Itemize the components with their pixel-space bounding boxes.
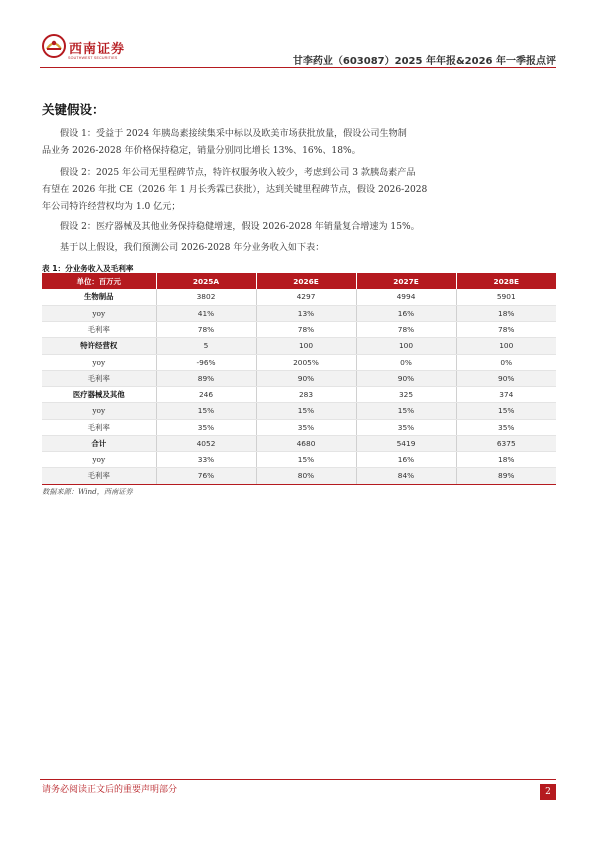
- table-cell: 283: [256, 387, 356, 403]
- column-header: 2025A: [156, 273, 256, 289]
- paragraph-line: 假设 2：2025 年公司无里程碑节点，特许权服务收入较少，考虑到公司 3 款胰岛素产品: [60, 168, 416, 178]
- footer-divider: [40, 779, 556, 780]
- table-row: [42, 305, 556, 321]
- table-row: [42, 387, 556, 403]
- page-header: [40, 28, 556, 68]
- paragraph-line: 年公司特许经营权均为 1.0 亿元；: [42, 202, 181, 212]
- column-header: 2026E: [256, 273, 356, 289]
- table-cell: 16%: [356, 452, 456, 468]
- table-cell: 246: [156, 387, 256, 403]
- row-label: 生物制品: [42, 289, 156, 305]
- paragraph-line: 基于以上假设，我们预测公司 2026-2028 年分业务收入如下表：: [60, 243, 325, 253]
- table-cell: 35%: [156, 419, 256, 435]
- table-row: [42, 435, 556, 451]
- table-cell: 4297: [256, 289, 356, 305]
- table-cell: 325: [356, 387, 456, 403]
- table-cell: 33%: [156, 452, 256, 468]
- table-cell: 35%: [356, 419, 456, 435]
- table-cell: 0%: [356, 354, 456, 370]
- table-cell: 90%: [356, 370, 456, 386]
- table-cell: 76%: [156, 468, 256, 484]
- disclaimer-note: 请务必阅读正文后的重要声明部分: [42, 785, 178, 795]
- table-cell: 80%: [256, 468, 356, 484]
- table-cell: 90%: [256, 370, 356, 386]
- data-source-note: 数据来源：Wind，西南证券: [42, 487, 133, 496]
- row-label: 医疗器械及其他: [42, 387, 156, 403]
- table-cell: 78%: [456, 322, 556, 338]
- table-cell: 4680: [256, 435, 356, 451]
- paragraph-line: 有望在 2026 年批 CE（2026 年 1 月长秀霖已获批），达到关键里程碑节点，假设 2026-2028: [42, 185, 428, 195]
- table-row: [42, 338, 556, 354]
- table-cell: 15%: [456, 403, 556, 419]
- table-cell: 0%: [456, 354, 556, 370]
- table-cell: 78%: [156, 322, 256, 338]
- table-cell: 100: [256, 338, 356, 354]
- row-label: 合计: [42, 435, 156, 451]
- row-label: 特许经营权: [42, 338, 156, 354]
- table-cell: 18%: [456, 305, 556, 321]
- row-label: yoy: [42, 305, 156, 321]
- row-label: 毛利率: [42, 322, 156, 338]
- table-cell: -96%: [156, 354, 256, 370]
- row-label: yoy: [42, 403, 156, 419]
- table-row: [42, 419, 556, 435]
- logo-emblem-icon: [42, 34, 66, 58]
- table-cell: 16%: [356, 305, 456, 321]
- table-cell: 2005%: [256, 354, 356, 370]
- paragraph-line: 品业务 2026-2028 年价格保持稳定，销量分别同比增长 13%、16%、18%。: [42, 146, 361, 156]
- paragraph-line: 假设 1：受益于 2024 年胰岛素接续集采中标以及欧美市场获批放量，假设公司生物制: [60, 129, 407, 139]
- section-title: 关键假设：: [42, 102, 105, 117]
- table-cell: 15%: [256, 452, 356, 468]
- table-row: [42, 354, 556, 370]
- row-label: 毛利率: [42, 468, 156, 484]
- row-label: 毛利率: [42, 370, 156, 386]
- column-header: 2028E: [456, 273, 556, 289]
- table-cell: 84%: [356, 468, 456, 484]
- table-row: [42, 403, 556, 419]
- table-row: [42, 322, 556, 338]
- table-cell: 15%: [356, 403, 456, 419]
- revenue-table: [42, 273, 556, 485]
- table-cell: 41%: [156, 305, 256, 321]
- table-cell: 35%: [256, 419, 356, 435]
- column-header: 2027E: [356, 273, 456, 289]
- paragraph-line: 假设 2：医疗器械及其他业务保持稳健增速，假设 2026-2028 年销量复合增速为 15%。: [60, 222, 420, 232]
- row-label: yoy: [42, 354, 156, 370]
- table-row: [42, 452, 556, 468]
- table-cell: 5419: [356, 435, 456, 451]
- table-cell: 3802: [156, 289, 256, 305]
- table-cell: 15%: [256, 403, 356, 419]
- logo-text: 西南证券: [69, 42, 126, 57]
- page-number: 2: [540, 784, 556, 800]
- table-cell: 100: [356, 338, 456, 354]
- table-cell: 100: [456, 338, 556, 354]
- table-cell: 13%: [256, 305, 356, 321]
- table-cell: 89%: [156, 370, 256, 386]
- header-divider: [40, 67, 556, 68]
- table-cell: 15%: [156, 403, 256, 419]
- table-cell: 35%: [456, 419, 556, 435]
- table-cell: 18%: [456, 452, 556, 468]
- table-cell: 4052: [156, 435, 256, 451]
- table-row: [42, 370, 556, 386]
- table-cell: 5: [156, 338, 256, 354]
- table-cell: 4994: [356, 289, 456, 305]
- row-label: 毛利率: [42, 419, 156, 435]
- table-row: [42, 289, 556, 305]
- table-row: [42, 468, 556, 484]
- table-cell: 374: [456, 387, 556, 403]
- table-cell: 78%: [256, 322, 356, 338]
- table-cell: 5901: [456, 289, 556, 305]
- logo-subtext: SOUTHWEST SECURITIES: [68, 56, 118, 60]
- table-cell: 89%: [456, 468, 556, 484]
- table-cell: 78%: [356, 322, 456, 338]
- table-cell: 90%: [456, 370, 556, 386]
- row-label: yoy: [42, 452, 156, 468]
- report-title: 甘李药业（603087）2025 年年报&2026 年一季报点评: [292, 56, 556, 67]
- column-header: 单位：百万元: [42, 273, 156, 289]
- table-title: 表 1：分业务收入及毛利率: [42, 264, 134, 273]
- table-cell: 6375: [456, 435, 556, 451]
- table-header-row: [42, 273, 556, 289]
- company-logo: [42, 32, 142, 64]
